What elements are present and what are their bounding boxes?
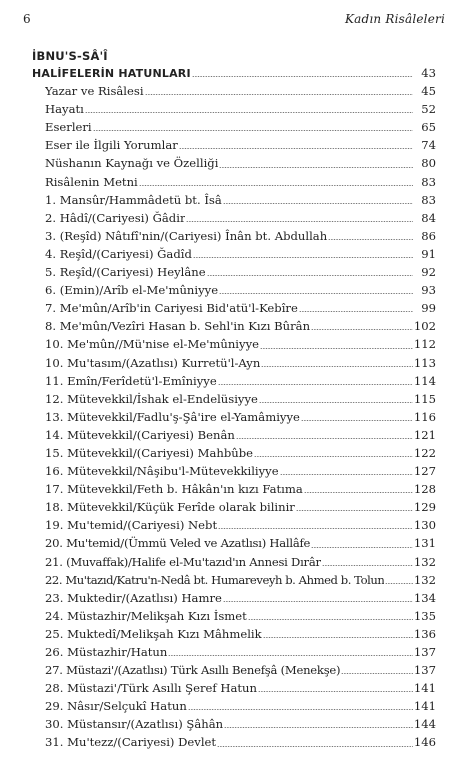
toc-entry-page-number: 84 <box>421 210 436 225</box>
dot-leader <box>280 474 413 475</box>
toc-entry-page-number: 137 <box>413 663 436 678</box>
toc-entry-title: 2. Hâdî/(Cariyesi) Ğâdir <box>45 210 186 225</box>
toc-entry-title: 30. Müstansır/(Azatlısı) Şâhân <box>45 717 224 732</box>
dot-leader <box>260 348 413 349</box>
toc-entry-page-number: 136 <box>413 626 436 641</box>
toc-entry-page-number: 131 <box>413 536 436 551</box>
toc-entry-title: 8. Me'mûn/Vezîri Hasan b. Sehl'in Kızı Bûrân <box>45 319 311 334</box>
toc-entry-page-number: 93 <box>421 283 436 298</box>
toc-entry-title: 15. Mütevekkil/(Cariyesi) Mahbûbe <box>45 445 254 460</box>
toc-entry-page-number: 74 <box>421 138 436 153</box>
toc-entry[interactable] <box>32 317 436 335</box>
toc-entry[interactable] <box>32 643 436 661</box>
dot-leader <box>258 691 413 692</box>
dot-leader <box>259 402 413 403</box>
toc-entry-title: 16. Mütevekkil/Nâşibu'l-Mütevekkiliyye <box>45 464 279 479</box>
toc-entry[interactable] <box>32 498 436 516</box>
toc-entry-page-number: 91 <box>421 246 436 261</box>
toc-entry-page-number: 80 <box>421 156 436 171</box>
toc-entry-page-number: 146 <box>413 735 436 750</box>
toc-entry-page-number: 132 <box>413 554 436 569</box>
dot-leader <box>186 221 413 222</box>
toc-entry[interactable] <box>32 136 436 154</box>
toc-entry[interactable] <box>32 372 436 390</box>
toc-entry[interactable] <box>32 553 436 571</box>
toc-entry-title: 4. Reşîd/(Cariyesi) Ğadîd <box>45 246 192 261</box>
toc-entry-title: Yazar ve Risâlesi <box>45 84 144 99</box>
dot-leader <box>328 239 413 240</box>
toc-entry[interactable] <box>32 679 436 697</box>
toc-entry[interactable] <box>32 516 436 534</box>
toc-entry[interactable] <box>32 733 436 751</box>
toc-entry-title: 27. Müstazi'/(Azatlısı) Türk Asıllı Benefşâ (Menekşe) <box>45 663 341 678</box>
dot-leader <box>192 76 413 77</box>
toc-entry[interactable] <box>32 154 436 172</box>
toc-entry-title: 17. Mütevekkil/Feth b. Hâkân'ın kızı Fatıma <box>45 482 303 497</box>
toc-entry-title: 20. Mu'temid/(Ümmü Veled ve Azatlısı) Hallâfe <box>45 536 311 551</box>
toc-entry-title: 19. Mu'temid/(Cariyesi) Nebt <box>45 518 218 533</box>
toc-entry[interactable] <box>32 191 436 209</box>
toc-entry[interactable] <box>32 408 436 426</box>
toc-entry-title: 25. Muktedî/Melikşah Kızı Mâhmelik <box>45 626 262 641</box>
toc-entry-page-number: 52 <box>421 102 436 117</box>
toc-entry-title: 29. Nâsır/Selçukî Hatun <box>45 699 187 714</box>
toc-entry[interactable] <box>32 589 436 607</box>
toc-entry[interactable] <box>32 354 436 372</box>
toc-entry-page-number: 129 <box>413 500 436 515</box>
table-of-contents <box>32 49 436 752</box>
toc-entry-page-number: 65 <box>421 120 436 135</box>
toc-entry[interactable] <box>32 227 436 245</box>
toc-entry-title: Hayatı <box>45 102 84 117</box>
dot-leader <box>85 112 413 113</box>
toc-entry[interactable] <box>32 82 436 100</box>
toc-entry-page-number: 83 <box>421 192 436 207</box>
toc-entry[interactable] <box>32 263 436 281</box>
toc-entry-page-number: 86 <box>421 228 436 243</box>
toc-entry-title: 5. Reşîd/(Cariyesi) Heylâne <box>45 265 206 280</box>
dot-leader <box>168 655 413 656</box>
toc-entry-title: 26. Müstazhir/Hatun <box>45 645 168 659</box>
toc-entry-title: 6. (Emin)/Arîb el-Me'mûniyye <box>45 283 219 298</box>
toc-entry[interactable] <box>32 607 436 625</box>
dot-leader <box>236 438 413 439</box>
toc-entry[interactable] <box>32 697 436 715</box>
toc-entry[interactable] <box>32 625 436 643</box>
toc-entry-title: Eser ile İlgili Yorumlar <box>45 138 178 153</box>
toc-entry-title: 23. Muktedir/(Azatlısı) Hamre <box>45 590 222 605</box>
toc-entry[interactable] <box>32 534 436 552</box>
toc-entry-title: 22. Mu'tazıd/Katru'n-Nedâ bt. Humareveyh b. Ahmed b. Tolun <box>45 572 385 587</box>
toc-entry[interactable] <box>32 299 436 317</box>
toc-entry-page-number: 130 <box>413 518 436 533</box>
toc-entry[interactable] <box>32 209 436 227</box>
dot-leader <box>263 637 413 638</box>
dot-leader <box>139 185 413 186</box>
toc-entry-title: 10. Me'mûn//Mü'nise el-Me'mûniyye <box>45 337 259 352</box>
toc-entry-page-number: 99 <box>421 301 436 316</box>
toc-entry-title: 24. Müstazhir/Melikşah Kızı İsmet <box>45 608 247 623</box>
toc-entry-title: 11. Emîn/Ferîdetü'l-Emîniyye <box>45 373 217 388</box>
dot-leader <box>224 727 413 728</box>
toc-entry-page-number: 112 <box>413 337 436 352</box>
toc-entry-title: 7. Me'mûn/Arîb'in Cariyesi Bid'atü'l-Kebîre <box>45 301 298 316</box>
dot-leader <box>218 528 413 529</box>
running-title: Kadın Risâleleri <box>344 12 445 26</box>
dot-leader <box>188 709 413 710</box>
dot-leader <box>207 275 413 276</box>
toc-entry-title: 1. Mansûr/Hammâdetü bt. Îsâ <box>45 192 222 207</box>
toc-entry-page-number: 45 <box>421 84 436 99</box>
toc-entry[interactable] <box>32 661 436 679</box>
dot-leader <box>341 673 413 674</box>
toc-entry-title: Nüshanın Kaynağı ve Özelliği <box>45 156 219 171</box>
toc-entry-page-number: 114 <box>413 373 436 388</box>
toc-entry[interactable] <box>32 426 436 444</box>
toc-entry[interactable] <box>32 335 436 353</box>
dot-leader <box>296 510 413 511</box>
toc-entry-page-number: 115 <box>413 391 436 406</box>
toc-entry-page-number: 92 <box>421 265 436 280</box>
toc-entry-title: HALİFELERİN HATUNLARI <box>32 67 191 80</box>
dot-leader <box>219 293 413 294</box>
toc-entry[interactable] <box>32 390 436 408</box>
dot-leader <box>299 311 413 312</box>
toc-entry[interactable] <box>32 100 436 118</box>
dot-leader <box>217 746 413 747</box>
toc-entry-title: 14. Mütevekkil/(Cariyesi) Benân <box>45 427 235 442</box>
dot-leader <box>311 547 413 548</box>
toc-entry-title: 3. (Reşîd) Nâtıfî'nin/(Cariyesi) Înân bt. Abdullah <box>45 228 328 243</box>
toc-entry[interactable] <box>32 480 436 498</box>
toc-entry-page-number: 83 <box>421 174 436 189</box>
toc-entry-page-number: 116 <box>413 409 436 424</box>
dot-leader <box>385 583 412 584</box>
toc-entry-page-number: 113 <box>413 355 436 370</box>
page-header <box>23 11 445 27</box>
toc-entry-page-number: 144 <box>413 717 436 732</box>
toc-entry[interactable] <box>32 173 436 191</box>
toc-entry-page-number: 141 <box>413 699 436 714</box>
toc-entry[interactable] <box>32 64 436 82</box>
toc-entry[interactable] <box>32 245 436 263</box>
toc-entry-page-number: 135 <box>413 608 436 623</box>
toc-entry-page-number: 141 <box>413 681 436 696</box>
toc-entry-page-number: 128 <box>413 482 436 497</box>
toc-entry[interactable] <box>32 462 436 480</box>
toc-entry-page-number: 134 <box>413 590 436 605</box>
dot-leader <box>223 601 413 602</box>
page-number: 6 <box>23 12 31 26</box>
toc-entry-page-number: 132 <box>413 572 436 587</box>
dot-leader <box>248 619 413 620</box>
toc-section-heading: İBNU'S-SÂ'Î <box>32 49 108 63</box>
toc-entry-page-number: 43 <box>421 66 436 80</box>
dot-leader <box>304 492 413 493</box>
dot-leader <box>218 384 413 385</box>
dot-leader <box>322 565 413 566</box>
toc-entry-page-number: 127 <box>413 464 436 479</box>
dot-leader <box>145 94 413 95</box>
toc-entry-title: 13. Mütevekkil/Fadlu'ş-Şâ'ire el-Yamâmiyye <box>45 409 300 424</box>
toc-entry-title: 12. Mütevekkil/İshak el-Endelüsiyye <box>45 391 258 406</box>
dot-leader <box>311 329 413 330</box>
dot-leader <box>193 257 413 258</box>
toc-entry-page-number: 122 <box>413 445 436 460</box>
toc-entry-page-number: 137 <box>413 645 436 659</box>
toc-entry-title: 31. Mu'tezz/(Cariyesi) Devlet <box>45 735 217 750</box>
toc-entry-page-number: 102 <box>413 319 436 334</box>
dot-leader <box>223 203 413 204</box>
toc-entry[interactable] <box>32 571 436 589</box>
toc-entry-title: 21. (Muvaffak)/Halife el-Mu'tazıd'ın Annesi Dırâr <box>45 554 321 569</box>
dot-leader <box>261 366 413 367</box>
toc-entry-title: Eserleri <box>45 120 92 135</box>
toc-entry-title: 28. Müstazi'/Türk Asıllı Şeref Hatun <box>45 681 257 696</box>
toc-entry-title: 10. Mu'tasım/(Azatlısı) Kurretü'l-Ayn <box>45 355 261 370</box>
toc-entry[interactable] <box>32 118 436 136</box>
toc-entry[interactable] <box>32 281 436 299</box>
dot-leader <box>219 167 413 168</box>
dot-leader <box>93 130 413 131</box>
dot-leader <box>254 456 413 457</box>
toc-entry[interactable] <box>32 715 436 733</box>
dot-leader <box>301 420 413 421</box>
toc-entry-title: Risâlenin Metni <box>45 174 138 189</box>
toc-entry-title: 18. Mütevekkil/Küçük Ferîde olarak bilinir <box>45 500 295 515</box>
toc-entry[interactable] <box>32 444 436 462</box>
dot-leader <box>179 148 413 149</box>
toc-entry-page-number: 121 <box>413 427 436 442</box>
